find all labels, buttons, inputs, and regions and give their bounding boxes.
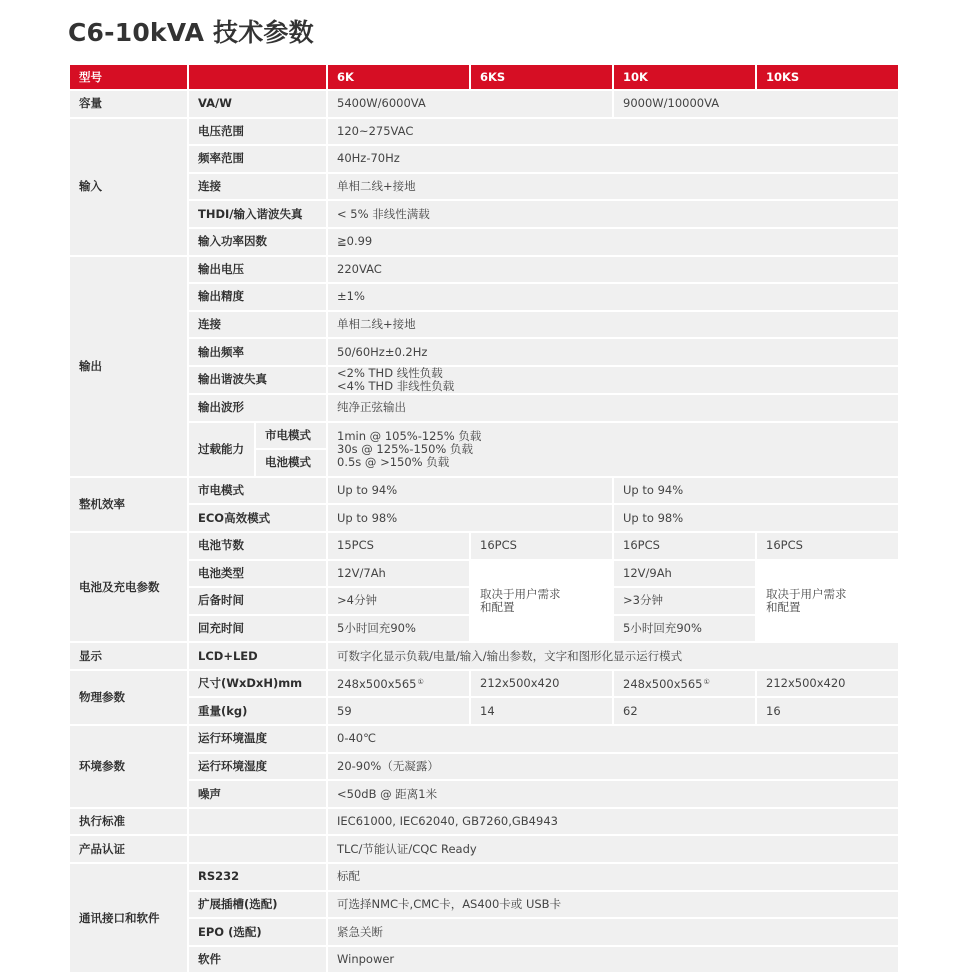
value-input-frequency: 40Hz-70Hz (328, 146, 898, 172)
item-output-waveform: 输出波形 (189, 395, 326, 421)
value-weight-6ks: 14 (471, 698, 612, 724)
value-size-10k (614, 671, 755, 697)
category-battery: 电池及充电参数 (70, 533, 187, 641)
value-battery-10ks-user (757, 561, 898, 642)
item-output-frequency: 输出频率 (189, 339, 326, 365)
value-output-voltage: 220VAC (328, 257, 898, 283)
item-input-frequency: 频率范围 (189, 146, 326, 172)
item-noise: 噪声 (189, 781, 326, 807)
item-thdi: THDI/输入谐波失真 (189, 201, 326, 227)
table-row (70, 781, 898, 807)
value-input-connection: 单相二线+接地 (328, 174, 898, 200)
table-row (70, 533, 898, 559)
value-efficiency-mains-10k: Up to 94% (614, 478, 898, 504)
header-10k: 10K (614, 65, 755, 89)
item-certification-blank (189, 836, 326, 862)
item-battery-recharge: 回充时间 (189, 616, 326, 642)
output-thd-line: <4% THD 非线性负载 (337, 378, 455, 393)
value-epo: 紧急关断 (328, 919, 898, 945)
table-row (70, 339, 898, 365)
overload-line: 0.5s @ >150% 负载 (337, 454, 450, 469)
table-row (70, 809, 898, 835)
table-row (70, 698, 898, 724)
value-env-temp: 0-40℃ (328, 726, 898, 752)
value-standard: IEC61000, IEC62040, GB7260,GB4943 (328, 809, 898, 835)
footnote-mark: ① (417, 678, 424, 687)
value-battery-backup-6k: >4分钟 (328, 588, 469, 614)
item-battery-type: 电池类型 (189, 561, 326, 587)
page-title: C6-10kVA 技术参数 (68, 18, 314, 47)
item-battery-count: 电池节数 (189, 533, 326, 559)
table-row (70, 174, 898, 200)
value-battery-recharge-10k: 5小时回充90% (614, 616, 755, 642)
item-output-voltage: 输出电压 (189, 257, 326, 283)
item-va-w: VA/W (189, 91, 326, 117)
value-certification: TLC/节能认证/CQC Ready (328, 836, 898, 862)
item-input-pf: 输入功率因数 (189, 229, 326, 255)
overload-line: 30s @ 125%-150% 负载 (337, 441, 473, 456)
table-row (70, 229, 898, 255)
category-display: 显示 (70, 643, 187, 669)
item-overload: 过载能力 (189, 423, 254, 476)
value-thdi: < 5% 非线性满载 (328, 201, 898, 227)
category-efficiency: 整机效率 (70, 478, 187, 531)
category-environment: 环境参数 (70, 726, 187, 807)
value-size-6ks: 212x500x420 (471, 671, 612, 697)
value-display: 可数字化显示负载/电量/输入/输出参数，文字和图形化显示运行模式 (328, 643, 898, 669)
value-capacity-10k: 9000W/10000VA (614, 91, 898, 117)
value-battery-recharge-6k: 5小时回充90% (328, 616, 469, 642)
category-physical: 物理参数 (70, 671, 187, 724)
table-row (70, 91, 898, 117)
value-weight-10ks: 16 (757, 698, 898, 724)
output-thd-line: <2% THD 线性负载 (337, 366, 443, 380)
table-row (70, 836, 898, 862)
item-efficiency-mains: 市电模式 (189, 478, 326, 504)
value-output-thd (328, 367, 898, 393)
value-battery-backup-10k: >3分钟 (614, 588, 755, 614)
value-input-voltage: 120~275VAC (328, 119, 898, 145)
value-input-pf: ≧0.99 (328, 229, 898, 255)
item-output-precision: 输出精度 (189, 284, 326, 310)
item-output-thd: 输出谐波失真 (189, 367, 326, 393)
table-row (70, 201, 898, 227)
value-capacity-6k: 5400W/6000VA (328, 91, 612, 117)
table-row (70, 367, 898, 393)
item-env-temp: 运行环境温度 (189, 726, 326, 752)
table-row (70, 947, 898, 973)
header-blank (189, 65, 326, 89)
item-output-connection: 连接 (189, 312, 326, 338)
value-weight-10k: 62 (614, 698, 755, 724)
item-epo: EPO (选配) (189, 919, 326, 945)
value-overload (328, 423, 898, 476)
item-env-humidity: 运行环境湿度 (189, 754, 326, 780)
value-size-6k (328, 671, 469, 697)
category-comm: 通讯接口和软件 (70, 864, 187, 972)
table-row (70, 864, 898, 890)
table-row (70, 726, 898, 752)
spec-table (68, 63, 900, 974)
value-size-10ks: 212x500x420 (757, 671, 898, 697)
item-overload-mains: 市电模式 (256, 423, 326, 449)
header-model: 型号 (70, 65, 187, 89)
value-slot: 可选择NMC卡,CMC卡，AS400卡或 USB卡 (328, 892, 898, 918)
value-env-humidity: 20-90%（无凝露） (328, 754, 898, 780)
value-battery-type-6k: 12V/7Ah (328, 561, 469, 587)
value-rs232: 标配 (328, 864, 898, 890)
value-output-connection: 单相二线+接地 (328, 312, 898, 338)
table-row (70, 643, 898, 669)
value-battery-count-6k: 15PCS (328, 533, 469, 559)
table-row (70, 257, 898, 283)
category-standard: 执行标准 (70, 809, 187, 835)
value-battery-count-10k: 16PCS (614, 533, 755, 559)
item-battery-backup: 后备时间 (189, 588, 326, 614)
user-config-line: 和配置 (766, 599, 801, 614)
category-certification: 产品认证 (70, 836, 187, 862)
table-row (70, 284, 898, 310)
item-lcd-led: LCD+LED (189, 643, 326, 669)
table-row (70, 395, 898, 421)
item-overload-battery: 电池模式 (256, 450, 326, 476)
value-battery-count-10ks: 16PCS (757, 533, 898, 559)
value-efficiency-mains-6k: Up to 94% (328, 478, 612, 504)
table-row (70, 505, 898, 531)
value-noise: <50dB @ 距离1米 (328, 781, 898, 807)
value-battery-count-6ks: 16PCS (471, 533, 612, 559)
overload-line: 1min @ 105%-125% 负载 (337, 428, 482, 443)
value-weight-6k: 59 (328, 698, 469, 724)
category-input: 输入 (70, 119, 187, 255)
value-battery-type-10k: 12V/9Ah (614, 561, 755, 587)
table-row (70, 671, 898, 697)
value-output-waveform: 纯净正弦输出 (328, 395, 898, 421)
item-slot: 扩展插槽(选配) (189, 892, 326, 918)
size-value: 248x500x565 (623, 677, 703, 692)
item-input-voltage: 电压范围 (189, 119, 326, 145)
item-efficiency-eco: ECO高效模式 (189, 505, 326, 531)
table-row (70, 892, 898, 918)
header-10ks: 10KS (757, 65, 898, 89)
item-standard-blank (189, 809, 326, 835)
table-row (70, 119, 898, 145)
table-row (70, 423, 898, 449)
item-size: 尺寸(WxDxH)mm (189, 671, 326, 697)
value-battery-6ks-user (471, 561, 612, 642)
table-row (70, 561, 898, 587)
header-6k: 6K (328, 65, 469, 89)
table-row (70, 146, 898, 172)
table-row (70, 312, 898, 338)
item-weight: 重量(kg) (189, 698, 326, 724)
category-capacity: 容量 (70, 91, 187, 117)
table-row (70, 478, 898, 504)
value-efficiency-eco-10k: Up to 98% (614, 505, 898, 531)
item-input-connection: 连接 (189, 174, 326, 200)
header-6ks: 6KS (471, 65, 612, 89)
item-rs232: RS232 (189, 864, 326, 890)
footnote-mark: ① (703, 678, 710, 687)
value-output-frequency: 50/60Hz±0.2Hz (328, 339, 898, 365)
value-efficiency-eco-6k: Up to 98% (328, 505, 612, 531)
item-software: 软件 (189, 947, 326, 973)
size-value: 248x500x565 (337, 677, 417, 692)
user-config-line: 取决于用户需求 (766, 586, 847, 601)
value-software: Winpower (328, 947, 898, 973)
table-row (70, 919, 898, 945)
table-row (70, 754, 898, 780)
user-config-line: 和配置 (480, 599, 515, 614)
category-output: 输出 (70, 257, 187, 476)
value-output-precision: ±1% (328, 284, 898, 310)
user-config-line: 取决于用户需求 (480, 586, 561, 601)
header-row (70, 65, 898, 89)
